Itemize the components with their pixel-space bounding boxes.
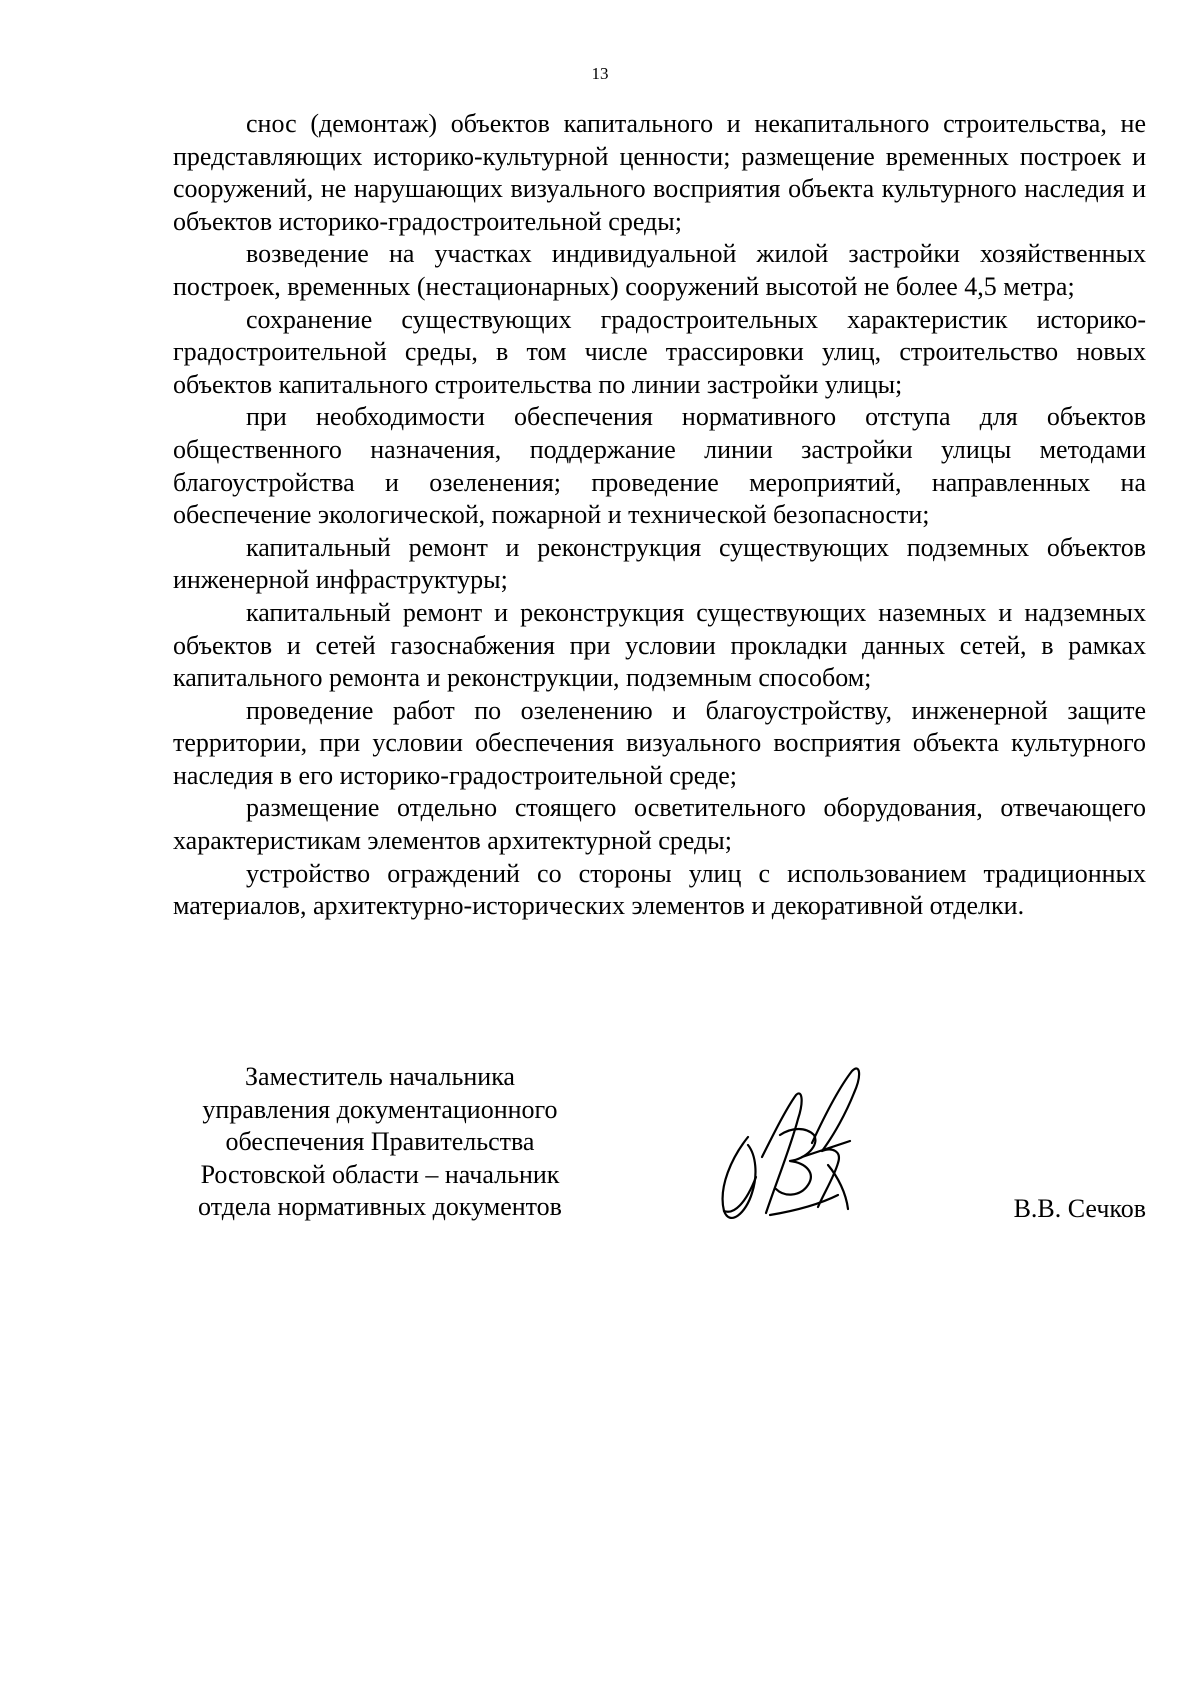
paragraph: капитальный ремонт и реконструкция существующих наземных и надземных объектов и сетей газоснабжения при условии прокладки данных сетей, в рамках капитального ремонта и реконструкции, подземным способом; xyxy=(173,597,1146,693)
handwritten-signature xyxy=(710,1065,880,1230)
position-line: отдела нормативных документов xyxy=(198,1192,562,1222)
paragraph: при необходимости обеспечения нормативного отступа для объектов общественного назначения, поддержание линии застройки улицы методами благоустройства и озеленения; проведение мероприятий, направленных на обеспечение экологической, пожарной и технической безопасности; xyxy=(173,402,1146,530)
paragraph: капитальный ремонт и реконструкция существующих подземных объектов инженерной инфраструктуры; xyxy=(173,532,1146,595)
page-number: 13 xyxy=(591,64,609,83)
position-line: Заместитель начальника xyxy=(245,1062,515,1091)
paragraph: сохранение существующих градостроительных характеристик историко-градостроительной среды, в том числе трассировки улиц, строительство новых объектов капитального строительства по линии застройки улицы; xyxy=(173,304,1146,399)
position-line: Ростовской области – начальник xyxy=(200,1159,560,1189)
paragraph: снос (демонтаж) объектов капитального и некапитального строительства, не представляющих историко-культурной ценности; размещение временных построек и сооружений, не нарушающих визуального восприятия объекта культурного наследия и объектов историко-градостроительной среды; xyxy=(173,109,1146,236)
document-body xyxy=(173,108,1146,923)
signer-name: В.В. Сечков xyxy=(1013,1194,1146,1223)
paragraph: проведение работ по озеленению и благоустройству, инженерной защите территории, при условии обеспечения визуального восприятия объекта культурного наследия в его историко-градостроительной среде; xyxy=(173,695,1146,790)
paragraph: возведение на участках индивидуальной жилой застройки хозяйственных построек, временных (нестационарных) сооружений высотой не более 4,5 метра; xyxy=(173,239,1146,301)
paragraph: размещение отдельно стоящего осветительного оборудования, отвечающего характеристикам элементов архитектурной среды; xyxy=(173,793,1146,856)
paragraph: устройство ограждений со стороны улиц с использованием традиционных материалов, архитектурно-исторических элементов и декоративной отделки. xyxy=(173,858,1146,921)
position-line: обеспечения Правительства xyxy=(225,1127,535,1157)
signatory-position xyxy=(160,1061,600,1224)
position-line: управления документационного xyxy=(202,1094,558,1124)
